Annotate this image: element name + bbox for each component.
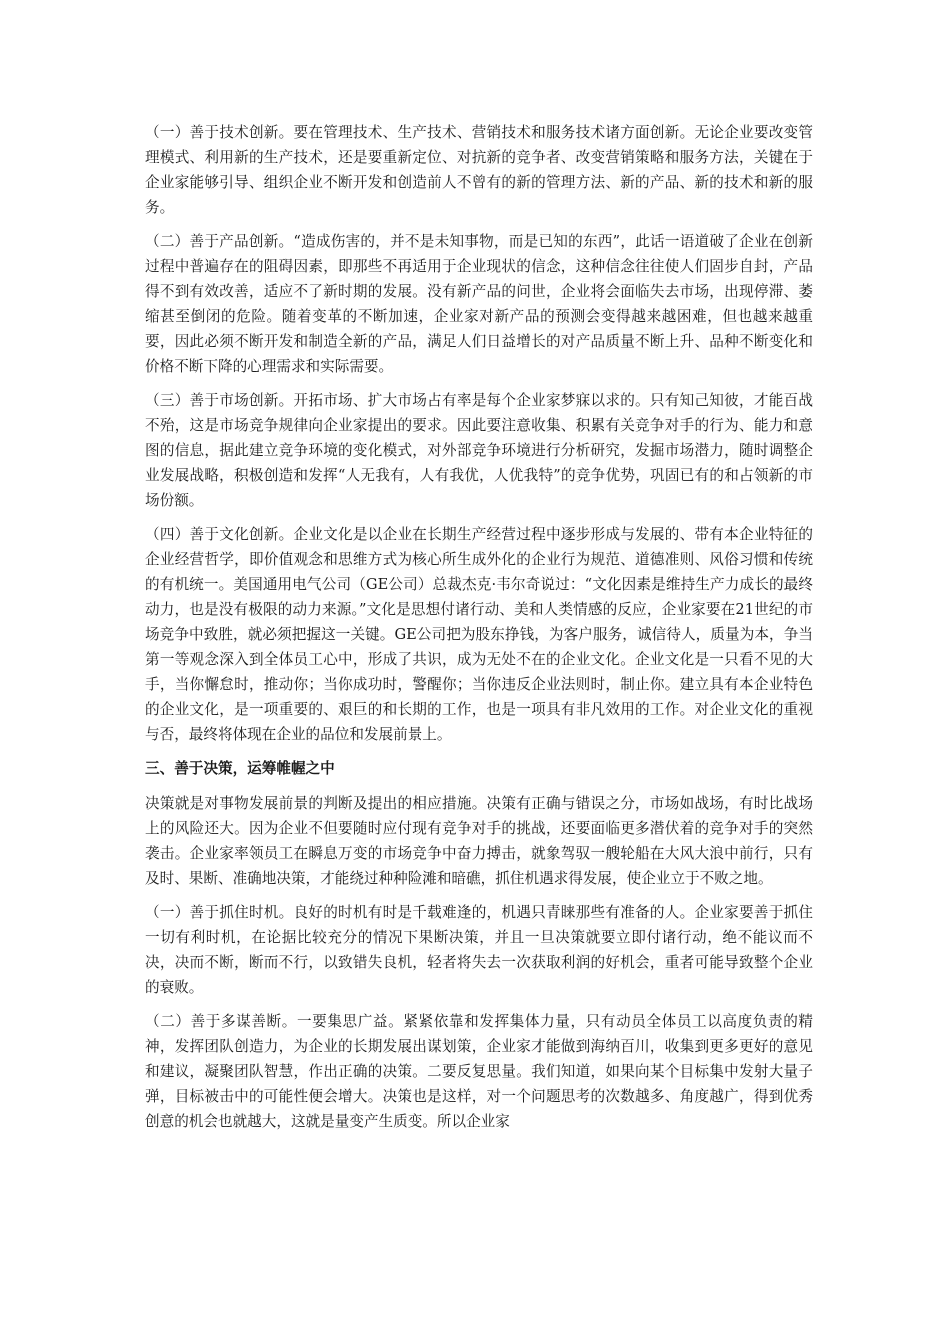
paragraph-seize-opportunity: （一）善于抓住时机。良好的时机有时是千载难逢的，机遇只青睐那些有准备的人。企业家要善于抓住一切有利时机，在论据比较充分的情况下果断决策，并且一旦决策就要立即付诸行动，绝不能议而不决，决而不断，断而不行，以致错失良机，轻者将失去一次获取利润的好机会，重者可能导致整个企业的衰败。 xyxy=(145,904,813,996)
paragraph-product-innovation: （二）善于产品创新。“造成伤害的，并不是未知事物，而是已知的东西”，此话一语道破了企业在创新过程中普遍存在的阻碍因素，即那些不再适用于企业现状的信念，这种信念往往使人们固步自封，产品得不到有效改善，适应不了新时期的发展。没有新产品的问世，企业将会面临失去市场，出现停滞、萎缩甚至倒闭的危险。随着变革的不断加速，企业家对新产品的预测会变得越来越困难，但也越来越重要，因此必须不断开发和制造全新的产品，满足人们日益增长的对产品质量不断上升、品种不断变化和价格不断下降的心理需求和实际需要。 xyxy=(145,233,813,375)
paragraph-decision-intro: 决策就是对事物发展前景的判断及提出的相应措施。决策有正确与错误之分，市场如战场，有时比战场上的风险还大。因为企业不但要随时应付现有竞争对手的挑战，还要面临更多潜伏着的竞争对手的突然袭击。企业家率领员工在瞬息万变的市场竞争中奋力搏击，就象驾驭一艘轮船在大风大浪中前行，只有及时、果断、准确地决策，才能绕过种种险滩和暗礁，抓住机遇求得发展，使企业立于不败之地。 xyxy=(145,795,813,887)
paragraph-culture-innovation: （四）善于文化创新。企业文化是以企业在长期生产经营过程中逐步形成与发展的、带有本企业特征的企业经营哲学，即价值观念和思维方式为核心所生成外化的企业行为规范、道德准则、风俗习惯和传统的有机统一。美国通用电气公司（GE公司）总裁杰克·韦尔奇说过：“文化因素是维持生产力成长的最终动力，也是没有极限的动力来源。”文化是思想付诸行动、美和人类情感的反应，企业家要在21世纪的市场竞争中致胜，就必须把握这一关键。GE公司把为股东挣钱，为客户服务，诚信待人，质量为本，争当第一等观念深入到全体员工心中，形成了共识，成为无处不在的企业文化。企业文化是一只看不见的大手，当你懈怠时，推动你；当你成功时，警醒你；当你违反企业法则时，制止你。建立具有本企业特色的企业文化，是一项重要的、艰巨的和长期的工作，也是一项具有非凡效用的工作。对企业文化的重视与否，最终将体现在企业的品位和发展前景上。 xyxy=(145,526,813,743)
paragraph-planning-decisive: （二）善于多谋善断。一要集思广益。紧紧依靠和发挥集体力量，只有动员全体员工以高度负责的精神，发挥团队创造力，为企业的长期发展出谋划策，企业家才能做到海纳百川，收集到更多更好的意见和建议，凝聚团队智慧，作出正确的决策。二要反复思量。我们知道，如果向某个目标集中发射大量子弹，目标被击中的可能性便会增大。决策也是这样，对一个问题思考的次数越多、角度越广，得到优秀创意的机会也就越大，这就是量变产生质变。所以企业家 xyxy=(145,1013,813,1130)
document-page xyxy=(145,120,813,1143)
paragraph-technology-innovation: （一）善于技术创新。要在管理技术、生产技术、营销技术和服务技术诸方面创新。无论企业要改变管理模式、利用新的生产技术，还是要重新定位、对抗新的竞争者、改变营销策略和服务方法，关键在于企业家能够引导、组织企业不断开发和创造前人不曾有的新的管理方法、新的产品、新的技术和新的服务。 xyxy=(145,124,813,216)
section-heading: 三、善于决策，运筹帷幄之中 xyxy=(145,760,335,777)
paragraph-market-innovation: （三）善于市场创新。开拓市场、扩大市场占有率是每个企业家梦寐以求的。只有知己知彼，才能百战不殆，这是市场竞争规律向企业家提出的要求。因此要注意收集、积累有关竞争对手的行为、能力和意图的信息，据此建立竞争环境的变化模式，对外部竞争环境进行分析研究，发掘市场潜力，随时调整企业发展战略，积极创造和发挥“人无我有，人有我优，人优我特”的竞争优势，巩固已有的和占领新的市场份额。 xyxy=(145,392,813,509)
